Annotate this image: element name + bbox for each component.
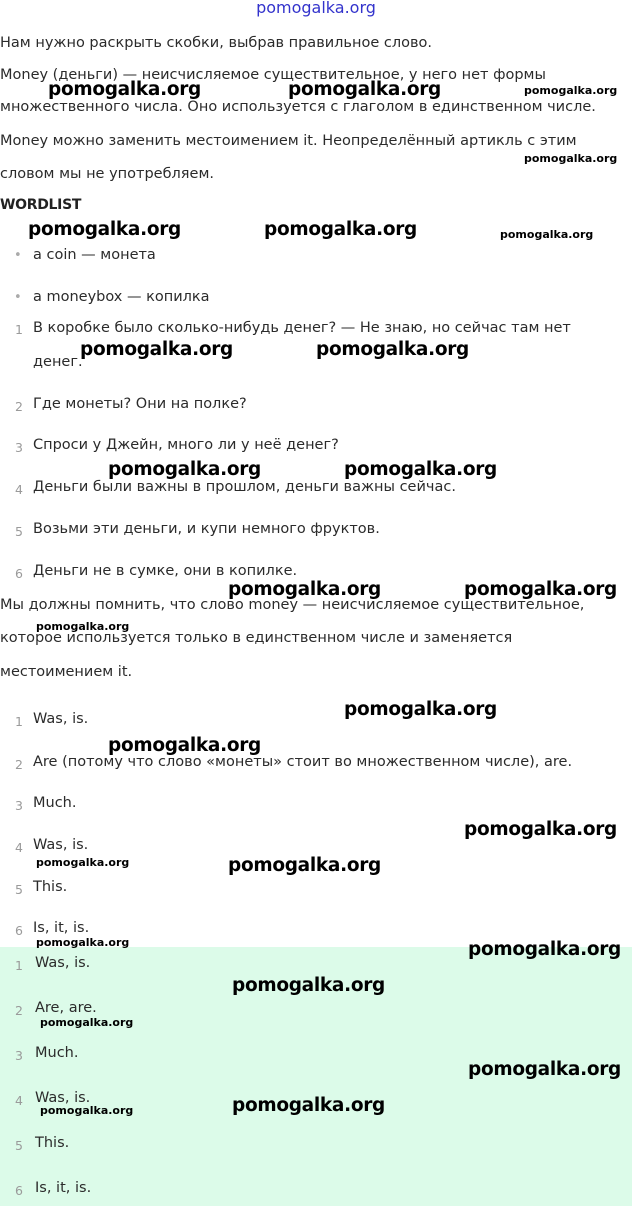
watermark: pomogalka.org — [40, 1104, 134, 1117]
watermark: pomogalka.org — [344, 459, 497, 480]
watermark: pomogalka.org — [524, 152, 618, 165]
wordlist-item: a moneybox — копилка — [33, 289, 210, 305]
final-answer: Are, are. — [35, 1000, 97, 1016]
watermark: pomogalka.org — [108, 735, 261, 756]
watermark: pomogalka.org — [232, 1095, 385, 1116]
final-answer: This. — [35, 1135, 70, 1151]
watermark: pomogalka.org — [28, 219, 181, 240]
item-number: 6 — [15, 1183, 23, 1198]
bullet-icon: • — [14, 290, 22, 305]
watermark: pomogalka.org — [500, 228, 594, 241]
translation-item: Деньги не в сумке, они в копилке. — [33, 563, 298, 579]
item-number: 3 — [15, 440, 23, 455]
watermark: pomogalka.org — [344, 699, 497, 720]
item-number: 1 — [15, 322, 23, 337]
final-answer: Is, it, is. — [35, 1180, 92, 1196]
final-answer: Much. — [35, 1045, 79, 1061]
explained-answer: Is, it, is. — [33, 920, 90, 936]
watermark: pomogalka.org — [228, 579, 381, 600]
explained-answer: Much. — [33, 795, 77, 811]
wordlist-item: a coin — монета — [33, 247, 156, 263]
explained-answer: Was, is. — [33, 711, 89, 727]
watermark: pomogalka.org — [36, 936, 130, 949]
watermark: pomogalka.org — [80, 339, 233, 360]
item-number: 5 — [15, 882, 23, 897]
watermark: pomogalka.org — [468, 939, 621, 960]
note-line-1: Мы должны помнить, что слово money — неисчисляемое существительное, — [0, 597, 585, 613]
intro-line-4: Money можно заменить местоимением it. Неопределённый артикль с этим — [0, 133, 577, 149]
intro-line-1: Нам нужно раскрыть скобки, выбрав правильное слово. — [0, 35, 432, 51]
intro-line-3: множественного числа. Оно используется с глаголом в единственном числе. — [0, 99, 596, 115]
intro-line-5: словом мы не употребляем. — [0, 166, 214, 182]
item-number: 2 — [15, 1003, 23, 1018]
translation-1-line-2: денег. — [33, 354, 83, 370]
note-line-3: местоимением it. — [0, 664, 133, 680]
watermark: pomogalka.org — [464, 579, 617, 600]
watermark: pomogalka.org — [468, 1059, 621, 1080]
translation-item: Деньги были важны в прошлом, деньги важны сейчас. — [33, 479, 456, 495]
watermark: pomogalka.org — [36, 620, 130, 633]
watermark: pomogalka.org — [316, 339, 469, 360]
translation-item: Возьми эти деньги, и купи немного фруктов. — [33, 521, 380, 537]
translation-1-line-1: В коробке было сколько-нибудь денег? — Не знаю, но сейчас там нет — [33, 320, 571, 336]
item-number: 4 — [15, 482, 23, 497]
watermark: pomogalka.org — [228, 855, 381, 876]
translation-item: Где монеты? Они на полке? — [33, 396, 247, 412]
item-number: 2 — [15, 757, 23, 772]
watermark: pomogalka.org — [464, 819, 617, 840]
item-number: 4 — [15, 840, 23, 855]
item-number: 6 — [15, 566, 23, 581]
item-number: 5 — [15, 524, 23, 539]
watermark: pomogalka.org — [48, 79, 201, 100]
wordlist-title: WORDLIST — [0, 197, 82, 213]
bullet-icon: • — [14, 248, 22, 263]
item-number: 4 — [15, 1093, 23, 1108]
translation-item: Спроси у Джейн, много ли у неё денег? — [33, 437, 339, 453]
item-number: 6 — [15, 923, 23, 938]
final-answer: Was, is. — [35, 955, 91, 971]
explained-answer: This. — [33, 879, 68, 895]
explained-answer: Was, is. — [33, 837, 89, 853]
watermark: pomogalka.org — [288, 79, 441, 100]
item-number: 2 — [15, 399, 23, 414]
site-link[interactable]: pomogalka.org — [256, 0, 376, 17]
watermark: pomogalka.org — [108, 459, 261, 480]
watermark: pomogalka.org — [232, 975, 385, 996]
watermark: pomogalka.org — [36, 856, 130, 869]
item-number: 1 — [15, 958, 23, 973]
watermark: pomogalka.org — [524, 84, 618, 97]
item-number: 3 — [15, 1048, 23, 1063]
final-answer: Was, is. — [35, 1090, 91, 1106]
watermark: pomogalka.org — [40, 1016, 134, 1029]
item-number: 1 — [15, 714, 23, 729]
watermark: pomogalka.org — [264, 219, 417, 240]
item-number: 5 — [15, 1138, 23, 1153]
item-number: 3 — [15, 798, 23, 813]
note-line-2: которое используется только в единственном числе и заменяется — [0, 630, 513, 646]
explained-answer: Are (потому что слово «монеты» стоит во множественном числе), are. — [33, 754, 573, 770]
intro-line-2: Money (деньги) — неисчисляемое существительное, у него нет формы — [0, 67, 546, 83]
